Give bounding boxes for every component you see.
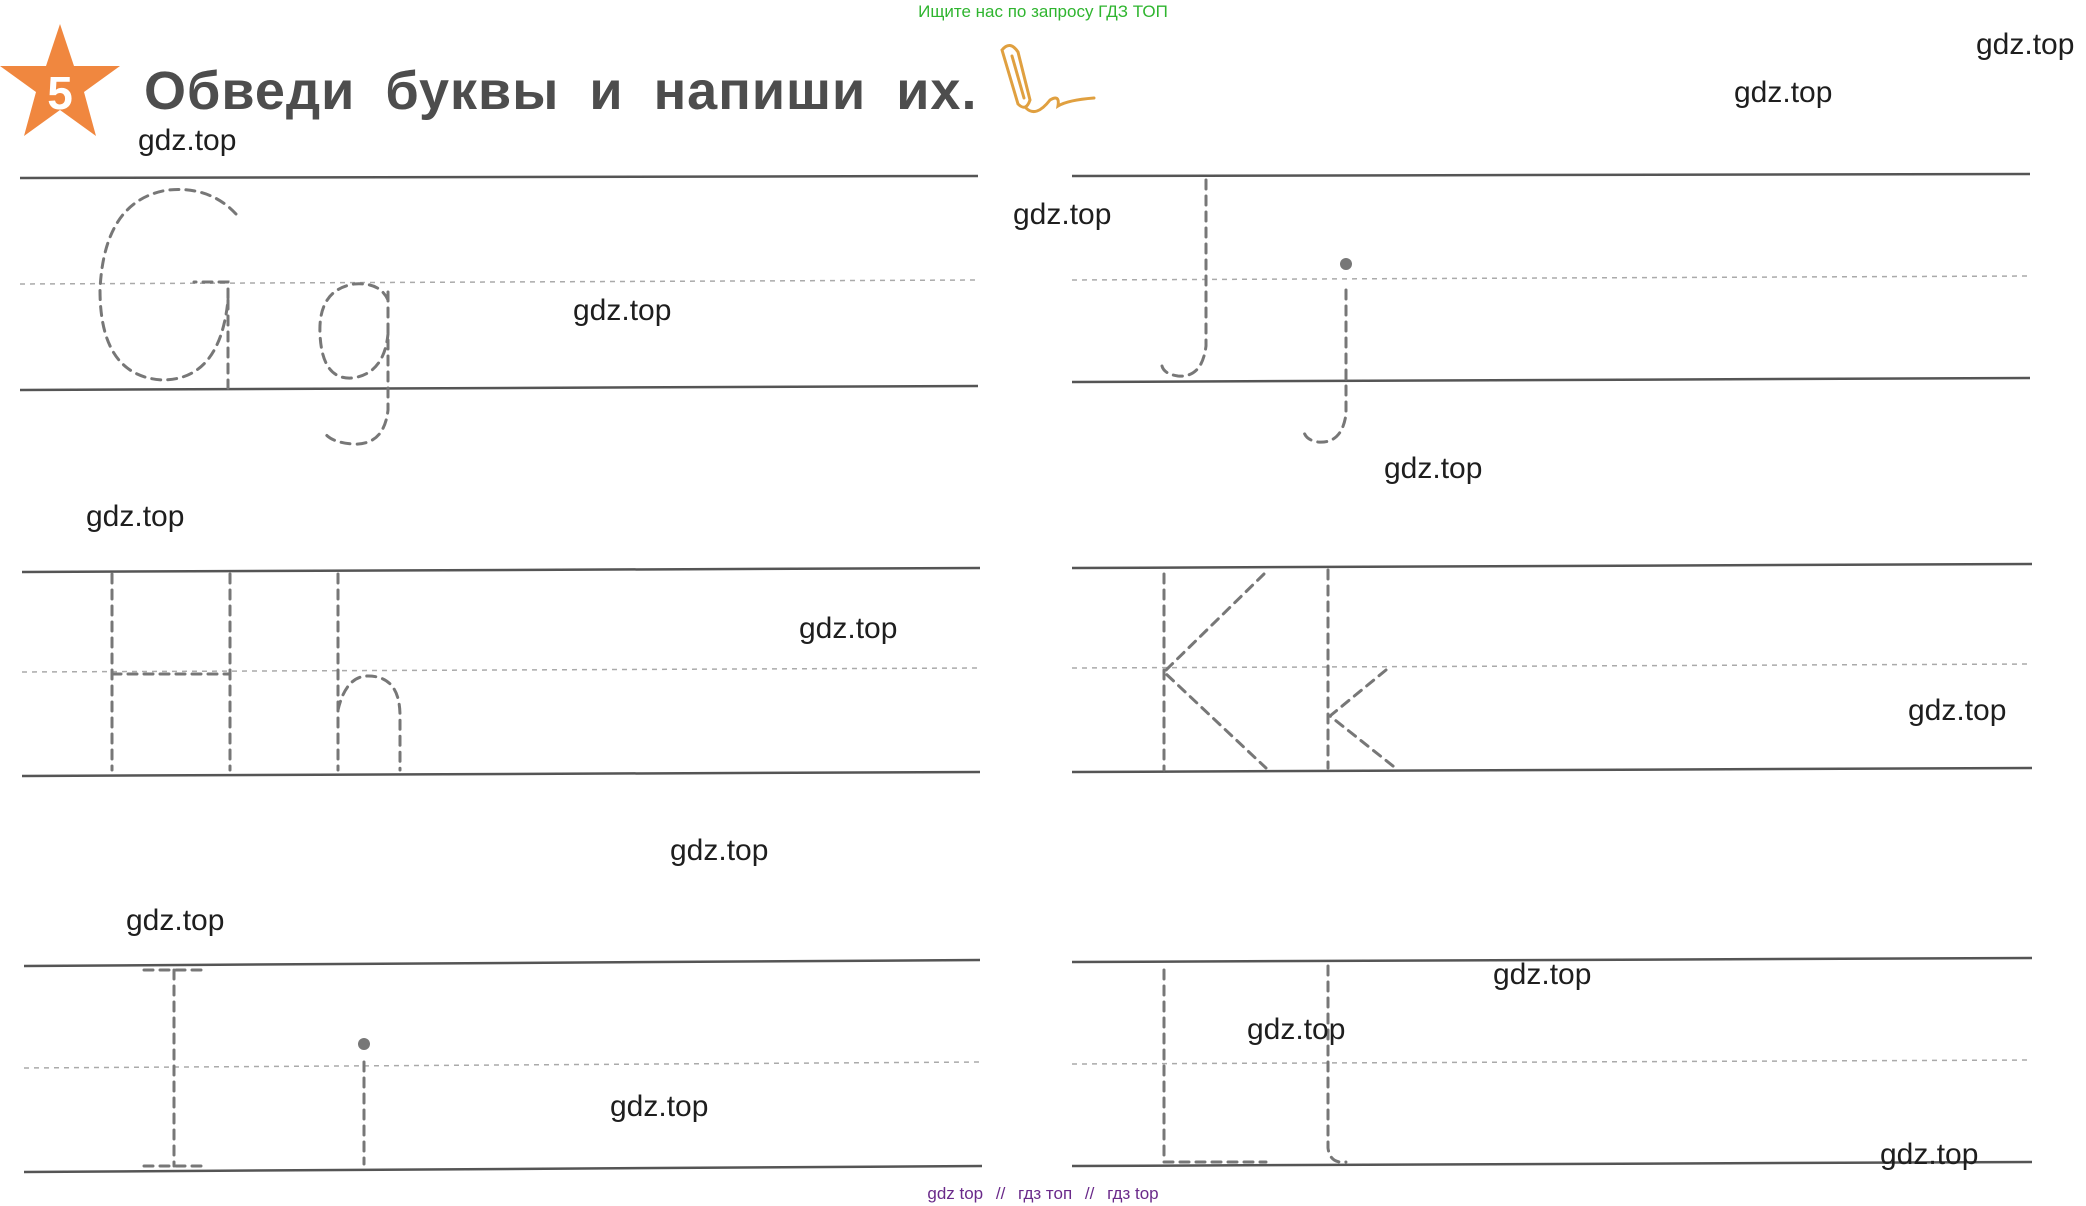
letter-K-trace: [1164, 574, 1266, 770]
row-line: [1072, 564, 2032, 568]
watermark: gdz.top: [1384, 452, 1483, 485]
watermark: gdz.top: [1880, 1138, 1979, 1171]
watermark: gdz.top: [1976, 28, 2075, 61]
row-line: [20, 176, 978, 178]
search-note: Ищите нас по запросу ГДЗ ТОП: [918, 2, 1168, 21]
letter-G-trace: [100, 190, 236, 389]
midline: [1072, 664, 2032, 668]
letter-I-trace: [144, 970, 204, 1166]
row-line: [1072, 174, 2030, 176]
footer-links: [0, 1184, 2086, 1204]
watermark: gdz.top: [1247, 1013, 1346, 1046]
midline: [20, 280, 978, 284]
midline: [1072, 276, 2030, 280]
midline: [1072, 1060, 2032, 1064]
watermark: gdz.top: [86, 500, 185, 533]
row-line: [22, 772, 980, 776]
footer-link-gdz-top-ru[interactable]: гдз топ: [1018, 1184, 1073, 1203]
midline: [24, 1062, 980, 1068]
footer-separator: //: [1084, 1184, 1095, 1203]
letter-j-trace: [1304, 290, 1346, 442]
letter-L-trace: [1164, 970, 1266, 1162]
exercise-number: 5: [47, 67, 73, 119]
row-line: [22, 568, 980, 572]
footer-separator: //: [995, 1184, 1006, 1203]
row-line: [24, 960, 980, 966]
letter-k-trace: [1328, 570, 1398, 770]
footer-link-gdz-top-mixed[interactable]: гдз top: [1107, 1184, 1159, 1203]
watermark: gdz.top: [1013, 198, 1112, 231]
letter-J-trace: [1162, 180, 1206, 376]
letter-g-trace: [320, 284, 388, 444]
row-line: [1072, 378, 2030, 382]
row-line: [20, 386, 978, 390]
watermark: gdz.top: [670, 834, 769, 867]
watermark: gdz.top: [1493, 958, 1592, 991]
letter-H-trace: [112, 574, 230, 770]
watermark: gdz.top: [573, 294, 672, 327]
watermark: gdz.top: [610, 1090, 709, 1123]
row-line: [1072, 768, 2032, 772]
letter-h-trace: [338, 574, 400, 770]
watermark: gdz.top: [138, 124, 237, 157]
watermark: gdz.top: [799, 612, 898, 645]
letter-j-dot: [1340, 258, 1352, 270]
exercise-title: Обведи буквы и напиши их.: [144, 61, 978, 121]
letter-l-trace: [1328, 966, 1346, 1162]
watermark: gdz.top: [1734, 76, 1833, 109]
watermark: gdz.top: [1908, 694, 2007, 727]
midline: [22, 668, 980, 672]
letter-i-dot: [358, 1038, 370, 1050]
footer-link-gdz-top[interactable]: gdz top: [927, 1184, 984, 1203]
watermark: gdz.top: [126, 904, 225, 937]
